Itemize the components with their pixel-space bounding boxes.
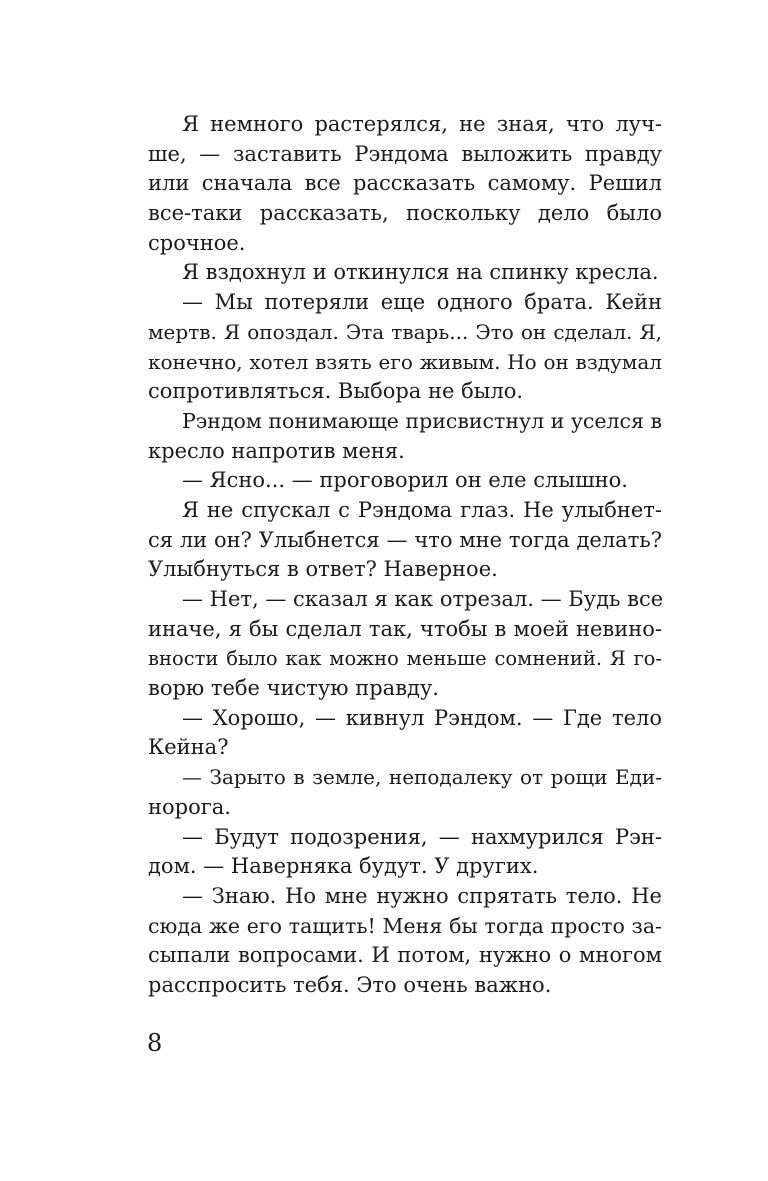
text-line: ся ли он? Улыбнется — что мне тогда делать? xyxy=(148,527,662,552)
text-line: — Будут подозрения, — нахмурился Рэн- xyxy=(182,824,662,849)
text-line: норога. xyxy=(148,794,231,819)
text-line: мертв. Я опоздал. Эта тварь... Это он сделал. Я, xyxy=(148,319,662,344)
text-line: ше, — заставить Рэндома выложить правду xyxy=(148,141,662,166)
text-line: сопротивляться. Выбора не было. xyxy=(148,379,524,404)
text-line: Кейна? xyxy=(148,735,229,760)
text-line: — Мы потеряли еще одного брата. Кейн xyxy=(182,290,662,315)
page-number: 8 xyxy=(147,1029,163,1057)
text-line: дом. — Наверняка будут. У других. xyxy=(148,854,539,879)
text-line: — Хорошо, — кивнул Рэндом. — Где тело xyxy=(182,705,662,730)
text-line: Я не спускал с Рэндома глаз. Не улыбнет- xyxy=(182,497,662,522)
text-line: Я немного растерялся, не зная, что луч- xyxy=(182,112,662,136)
text-line: сюда же его тащить! Меня бы тогда просто за- xyxy=(148,913,662,938)
text-line: — Нет, — сказал я как отрезал. — Будь все xyxy=(182,587,664,611)
text-line: конечно, хотел взять его живым. Но он вздумал xyxy=(148,349,662,374)
text-line: Рэндом понимающе присвистнул и уселся в xyxy=(182,408,662,433)
text-line: иначе, я бы сделал так, чтобы в моей невино- xyxy=(148,616,662,641)
text-line: вности было как можно меньше сомнений. Я го- xyxy=(148,647,662,671)
text-line: все-таки рассказать, поскольку дело было xyxy=(148,201,662,226)
text-line: или сначала все рассказать самому. Решил xyxy=(148,171,662,196)
text-line: Я вздохнул и откинулся на спинку кресла. xyxy=(182,260,659,285)
text-line: сыпали вопросами. И потом, нужно о многом xyxy=(148,943,662,968)
text-line: ворю тебе чистую правду. xyxy=(148,676,439,701)
text-line: Улыбнуться в ответ? Наверное. xyxy=(148,557,498,582)
text-line: — Знаю. Но мне нужно спрятать тело. Не xyxy=(182,883,662,908)
text-line: срочное. xyxy=(148,230,246,255)
text-line: — Зарыто в земле, неподалеку от рощи Еди- xyxy=(182,765,662,790)
text-line: расспросить тебя. Это очень важно. xyxy=(148,972,552,997)
text-line: кресло напротив меня. xyxy=(148,438,405,463)
body-text xyxy=(148,110,662,1001)
text-line: — Ясно... — проговорил он еле слышно. xyxy=(182,468,628,493)
